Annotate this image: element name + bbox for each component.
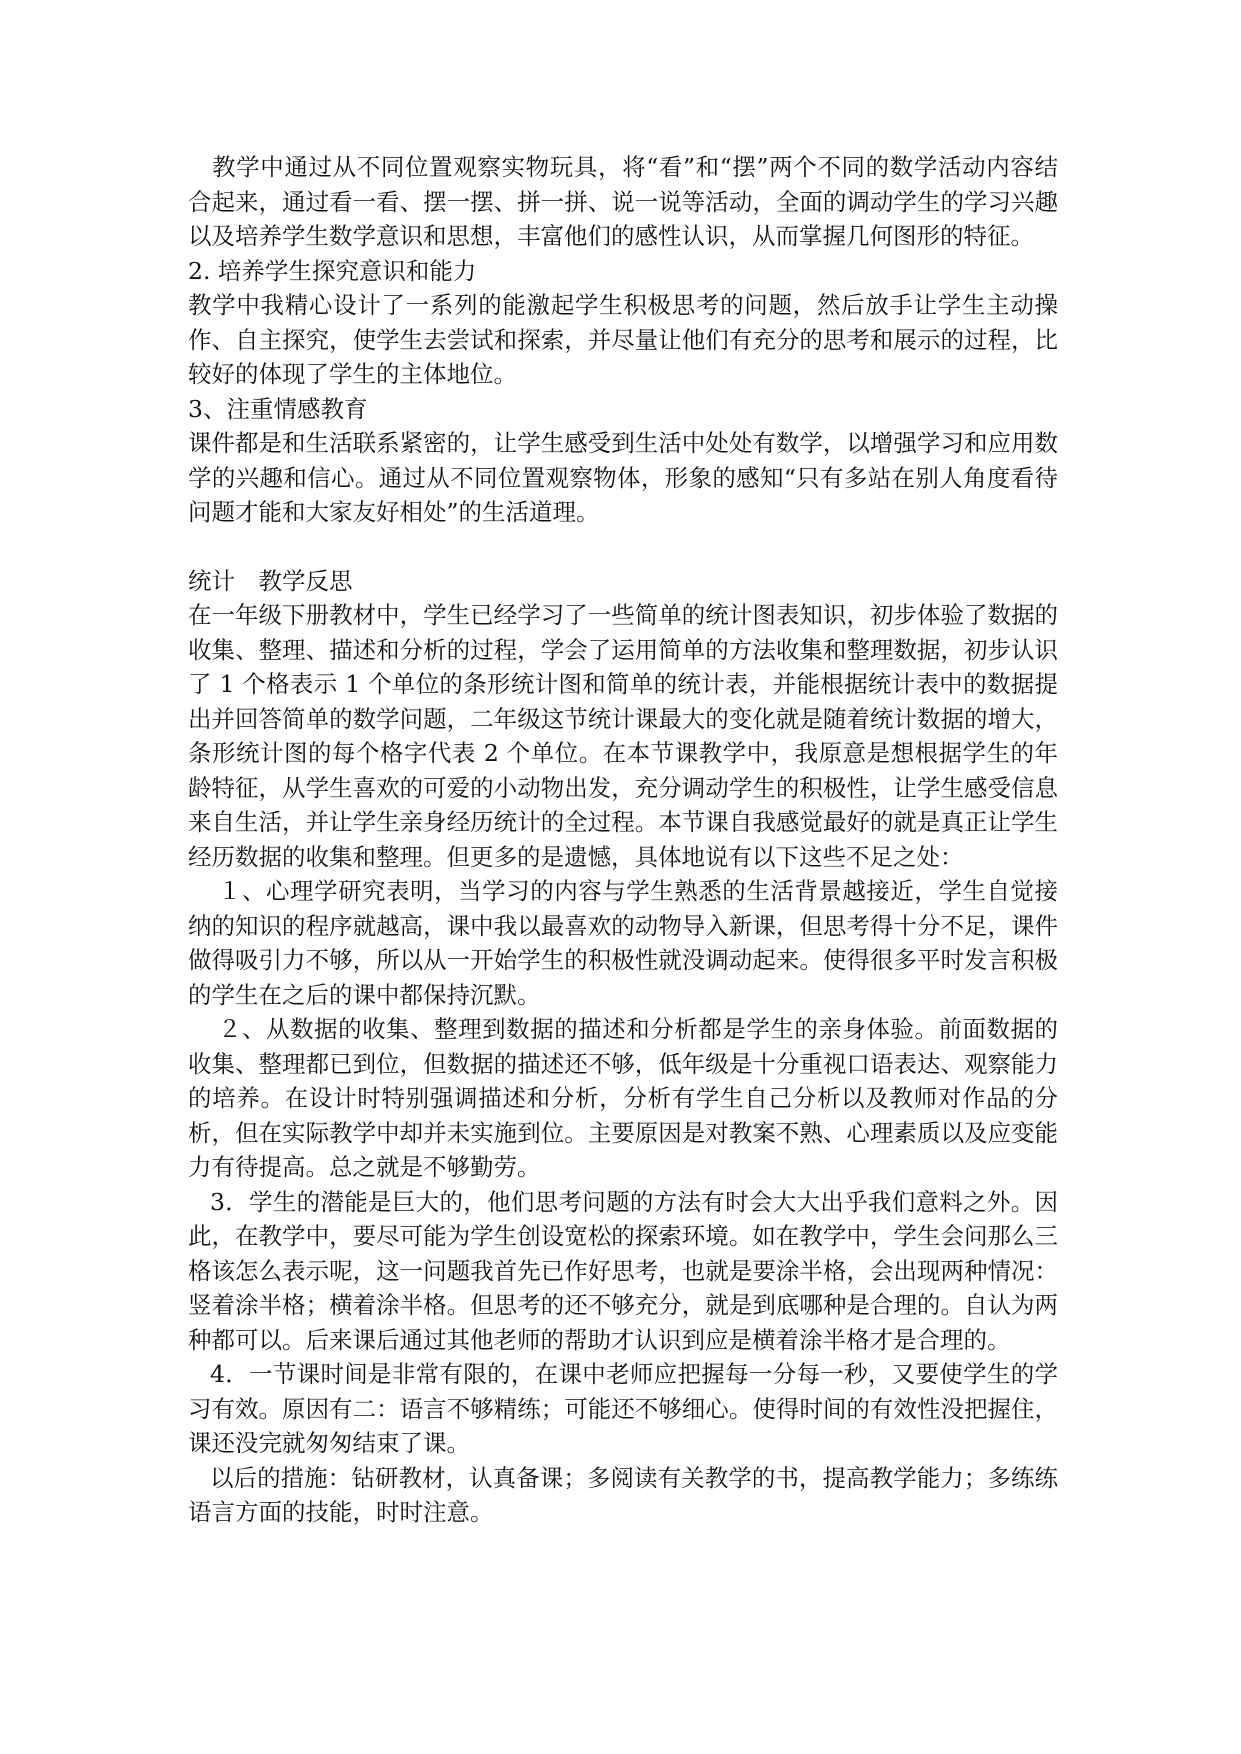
intro-paragraph: 教学中通过从不同位置观察实物玩具，将“看”和“摆”两个不同的数学活动内容结合起来，通过看一看、摆一摆、拼一拼、说一说等活动，全面的调动学生的学习兴趣以及培养学生数学意识和思想，丰富他们的感性认识，从而掌握几何图形的特征。 xyxy=(188,153,1058,250)
reflection-point-1: １、心理学研究表明，当学习的内容与学生熟悉的生活背景越接近，学生自觉接纳的知识的程序就越高，课中我以最喜欢的动物导入新课，但思考得十分不足，课件做得吸引力不够，所以从一开始学生的积极性就没调动起来。使得很多平时发言积极的学生在之后的课中都保持沉默。 xyxy=(188,877,1058,1009)
document-page xyxy=(188,150,1058,1530)
spacer xyxy=(188,530,1058,564)
section-heading-3: 3、注重情感教育 xyxy=(188,394,368,423)
reflection-intro: 在一年级下册教材中，学生已经学习了一些简单的统计图表知识，初步体验了数据的收集、整理、描述和分析的过程，学会了运用简单的方法收集和整理数据，初步认识了 1 个格表示 1 个单位的条形统计图和简单的统计表，并能根据统计表中的数据提出并回答简单的数学问题，二年级这节统计课最大的变化就是随着统计数据的增大，条形统计图的每个格字代表 2 个单位。在本节课教学中，我原意是想根据学生的年龄特征，从学生喜欢的可爱的小动物出发，充分调动学生的积极性，让学生感受信息来自生活，并让学生亲身经历统计的全过程。本节课自我感觉最好的就是真正让学生经历数据的收集和整理。但更多的是遗憾，具体地说有以下这些不足之处： xyxy=(188,601,1058,871)
reflection-point-3: 3．学生的潜能是巨大的，他们思考问题的方法有时会大大出乎我们意料之外。因此，在教学中，要尽可能为学生创设宽松的探索环境。如在教学中，学生会问那么三格该怎么表示呢，这一问题我首先已作好思考，也就是要涂半格，会出现两种情况：竖着涂半格；横着涂半格。但思考的还不够充分，就是到底哪种是合理的。自认为两种都可以。后来课后通过其他老师的帮助才认识到应是横着涂半格才是合理的。 xyxy=(188,1187,1058,1354)
reflection-point-4: 4．一节课时间是非常有限的，在课中老师应把握每一分每一秒，又要使学生的学习有效。原因有二：语言不够精练；可能还不够细心。使得时间的有效性没把握住，课还没完就匆匆结束了课。 xyxy=(188,1360,1058,1457)
paragraph-3: 课件都是和生活联系紧密的，让学生感受到生活中处处有数学，以增强学习和应用数学的兴趣和信心。通过从不同位置观察物体，形象的感知“只有多站在别人角度看待问题才能和大家友好相处”的生活道理。 xyxy=(188,429,1058,526)
reflection-title: 统计 教学反思 xyxy=(188,566,353,595)
paragraph-2: 教学中我精心设计了一系列的能激起学生积极思考的问题，然后放手让学生主动操作、自主探究，使学生去尝试和探索，并尽量让他们有充分的思考和展示的过程，比较好的体现了学生的主体地位。 xyxy=(188,291,1058,388)
reflection-closing: 以后的措施：钻研教材，认真备课；多阅读有关教学的书，提高教学能力；多练练语言方面的技能，时时注意。 xyxy=(188,1463,1058,1526)
reflection-point-2: ２、从数据的收集、整理到数据的描述和分析都是学生的亲身体验。前面数据的收集、整理都已到位，但数据的描述还不够，低年级是十分重视口语表达、观察能力的培养。在设计时特别强调描述和分析，分析有学生自己分析以及教师对作品的分析，但在实际教学中却并未实施到位。主要原因是对教案不熟、心理素质以及应变能力有待提高。总之就是不够勤劳。 xyxy=(188,1015,1058,1181)
section-heading-2: 2. 培养学生探究意识和能力 xyxy=(188,256,477,285)
